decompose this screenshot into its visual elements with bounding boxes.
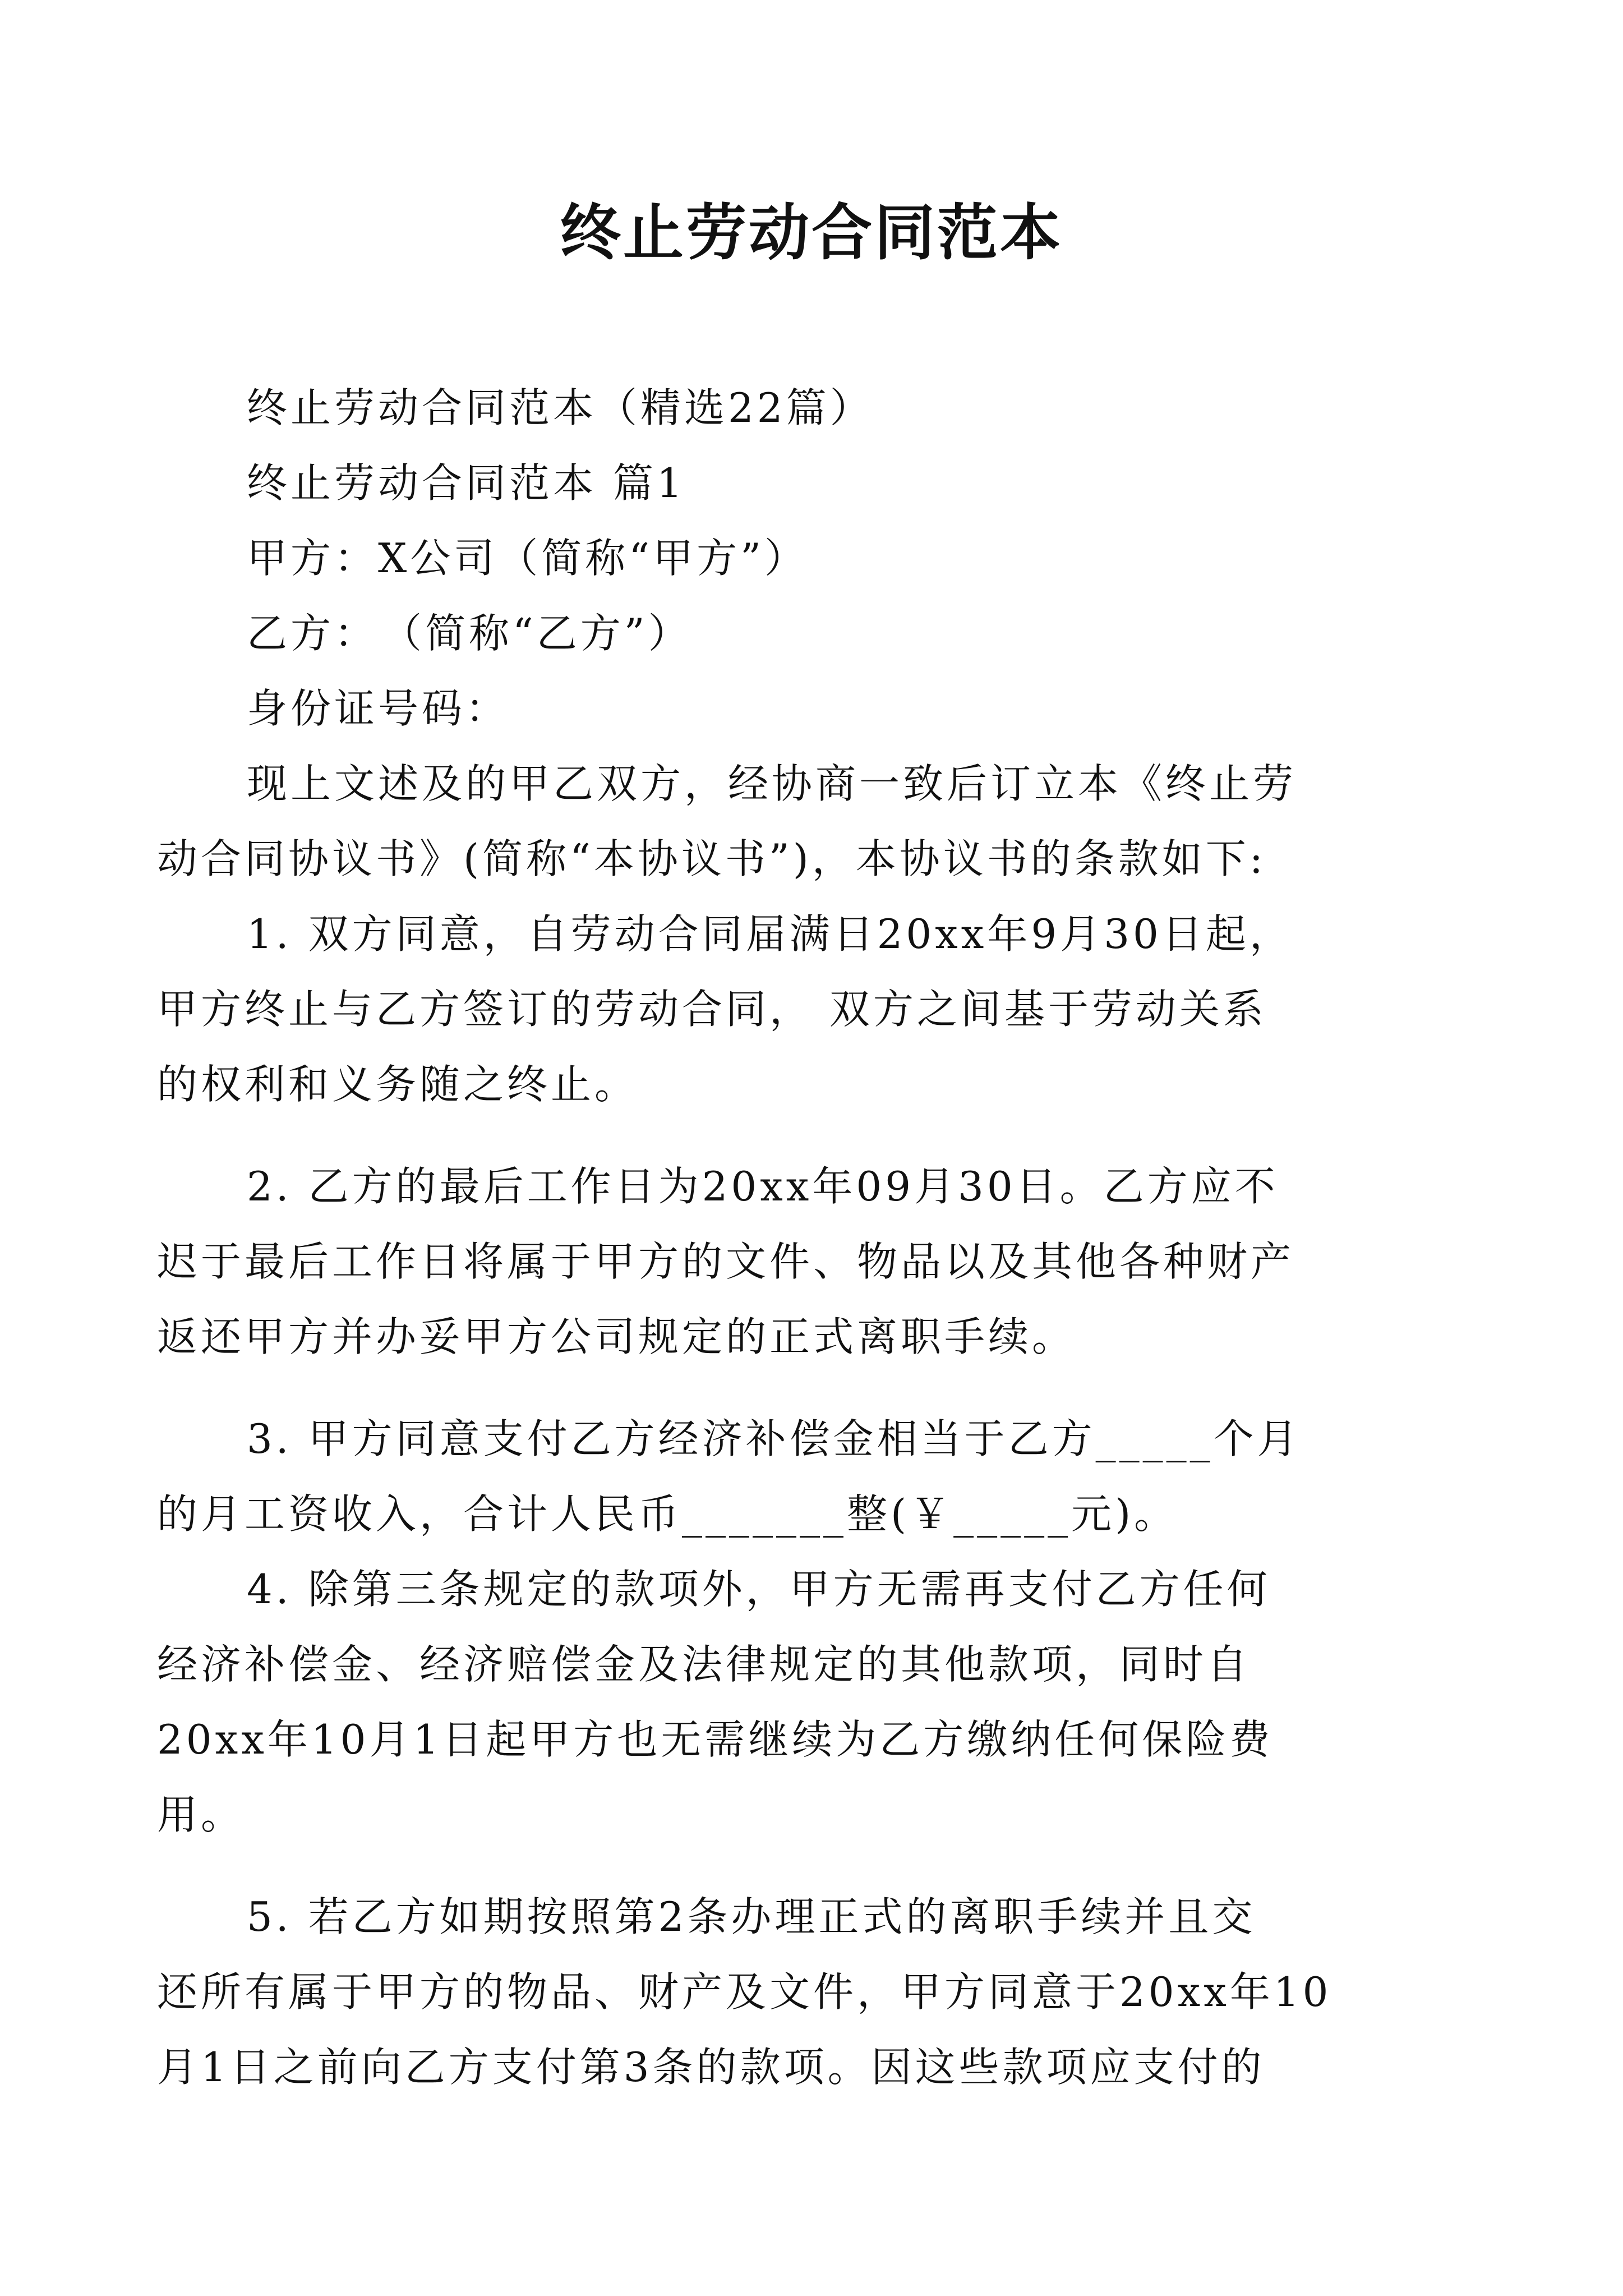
document-title: 终止劳动合同范本 <box>560 197 1063 268</box>
party-b-line: 乙方： （简称“乙方”） <box>247 610 692 657</box>
clause-3-line-2: 的月工资收入，合计人民币_______整(￥_____元)。 <box>157 1490 1178 1538</box>
clause-2-line-3: 返还甲方并办妥甲方公司规定的正式离职手续。 <box>157 1313 1076 1360</box>
clause-4-line-4: 用。 <box>157 1791 245 1838</box>
intro-paragraph-line-2: 动合同协议书》(简称“本协议书”)，本协议书的条款如下: <box>157 835 1267 882</box>
clause-4-line-1: 4. 除第三条规定的款项外，甲方无需再支付乙方任何 <box>247 1566 1271 1613</box>
clause-1-line-2: 甲方终止与乙方签订的劳动合同， 双方之间基于劳动关系 <box>157 986 1267 1033</box>
clause-3-line-1: 3. 甲方同意支付乙方经济补偿金相当于乙方_____个月 <box>247 1415 1301 1462</box>
clause-5-line-3: 月1日之前向乙方支付第3条的款项。因这些款项应支付的 <box>157 2044 1265 2091</box>
clause-5-line-1: 5. 若乙方如期按照第2条办理正式的离职手续并且交 <box>247 1893 1256 1940</box>
clause-1-line-3: 的权利和义务随之终止。 <box>157 1061 639 1108</box>
id-number-line: 身份证号码： <box>247 685 510 732</box>
clause-1-line-1: 1. 双方同意，自劳动合同届满日20xx年9月30日起， <box>247 910 1293 958</box>
clause-4-line-3: 20xx年10月1日起甲方也无需继续为乙方缴纳任何保险费 <box>157 1716 1274 1763</box>
clause-2-line-1: 2. 乙方的最后工作日为20xx年09月30日。乙方应不 <box>247 1163 1279 1210</box>
clause-2-line-2: 迟于最后工作日将属于甲方的文件、物品以及其他各种财产 <box>157 1238 1295 1285</box>
party-a-line: 甲方：X公司（简称“甲方”） <box>247 535 808 582</box>
section-heading: 终止劳动合同范本 篇1 <box>247 459 686 507</box>
document-body <box>157 370 1388 2105</box>
subtitle-line: 终止劳动合同范本（精选22篇） <box>247 384 874 431</box>
intro-paragraph-line-1: 现上文述及的甲乙双方，经协商一致后订立本《终止劳 <box>247 760 1297 807</box>
clause-4-line-2: 经济补偿金、经济赔偿金及法律规定的其他款项，同时自 <box>157 1641 1251 1688</box>
clause-5-line-2: 还所有属于甲方的物品、财产及文件，甲方同意于20xx年10 <box>157 1968 1332 2016</box>
